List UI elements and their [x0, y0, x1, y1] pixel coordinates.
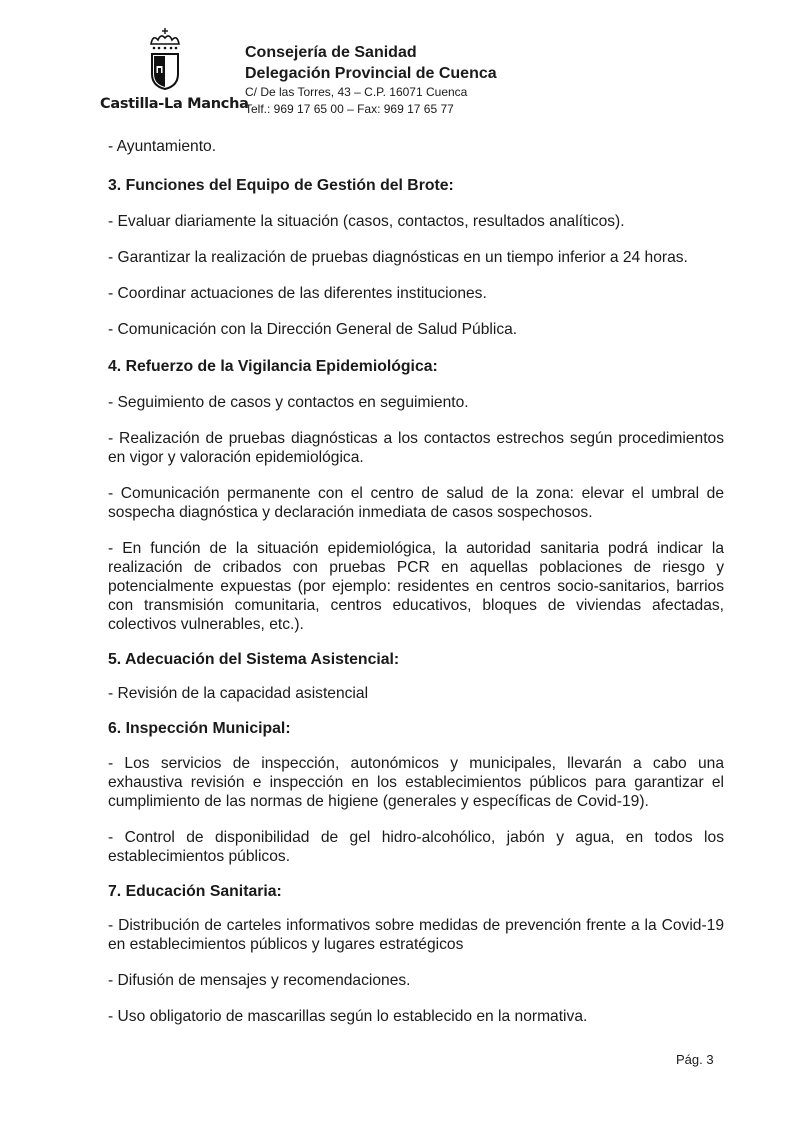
- delegation-name: Delegación Provincial de Cuenca: [245, 65, 497, 82]
- list-item: - Comunicación con la Dirección General de Salud Pública.: [108, 321, 518, 338]
- phone-fax: Telf.: 969 17 65 00 – Fax: 969 17 65 77: [245, 102, 454, 116]
- list-item: - Control de disponibilidad de gel hidro-alcohólico, jabón y agua, en todos los establecimientos públicos.: [108, 829, 724, 865]
- logo-text: Castilla-La Mancha: [100, 96, 249, 112]
- list-item: - Uso obligatorio de mascarillas según lo establecido en la normativa.: [108, 1008, 588, 1025]
- list-item: - Difusión de mensajes y recomendaciones.: [108, 972, 411, 989]
- section-5-heading: 5. Adecuación del Sistema Asistencial:: [108, 651, 400, 668]
- list-item: - Realización de pruebas diagnósticas a los contactos estrechos según procedimientos en vigor y valoración epidemiológica.: [108, 430, 724, 466]
- castilla-la-mancha-logo: [100, 28, 249, 112]
- list-item: - Seguimiento de casos y contactos en seguimiento.: [108, 394, 469, 411]
- organization-header: [245, 42, 497, 118]
- list-item: - Distribución de carteles informativos sobre medidas de prevención frente a la Covid-19 en establecimientos públicos y lugares estratégicos: [108, 917, 724, 953]
- page-number: Pág. 3: [676, 1052, 714, 1067]
- list-item: - En función de la situación epidemiológica, la autoridad sanitaria podrá indicar la realización de cribados con pruebas PCR en aquellas poblaciones de riesgo y potencialmente expuestas (por ejemplo: residentes en centros socio-sanitarios, barrios con transmisión comunitaria, centros educativos, bloques de viviendas afectadas, colectivos vulnerables, etc.).: [108, 540, 724, 633]
- department-name: Consejería de Sanidad: [245, 44, 417, 61]
- list-item: - Coordinar actuaciones de las diferentes instituciones.: [108, 285, 487, 302]
- document-body: [108, 137, 724, 1026]
- list-item: - Garantizar la realización de pruebas diagnósticas en un tiempo inferior a 24 horas.: [108, 249, 688, 266]
- list-item: - Los servicios de inspección, autonómicos y municipales, llevarán a cabo una exhaustiva revisión e inspección en los establecimientos públicos para garantizar el cumplimiento de las normas de higiene (generales y específicas de Covid-19).: [108, 755, 724, 810]
- list-item: - Comunicación permanente con el centro de salud de la zona: elevar el umbral de sospecha diagnóstica y declaración inmediata de casos sospechosos.: [108, 485, 724, 521]
- list-item: - Evaluar diariamente la situación (casos, contactos, resultados analíticos).: [108, 213, 625, 230]
- section-4-heading: 4. Refuerzo de la Vigilancia Epidemiológica:: [108, 358, 438, 375]
- list-item: - Revisión de la capacidad asistencial: [108, 685, 369, 702]
- section-7-heading: 7. Educación Sanitaria:: [108, 883, 282, 900]
- coat-of-arms-icon: [145, 28, 185, 90]
- section-6-heading: 6. Inspección Municipal:: [108, 720, 291, 737]
- list-item: - Ayuntamiento.: [108, 138, 217, 155]
- section-3-heading: 3. Funciones del Equipo de Gestión del Brote:: [108, 177, 454, 194]
- address: C/ De las Torres, 43 – C.P. 16071 Cuenca: [245, 85, 468, 99]
